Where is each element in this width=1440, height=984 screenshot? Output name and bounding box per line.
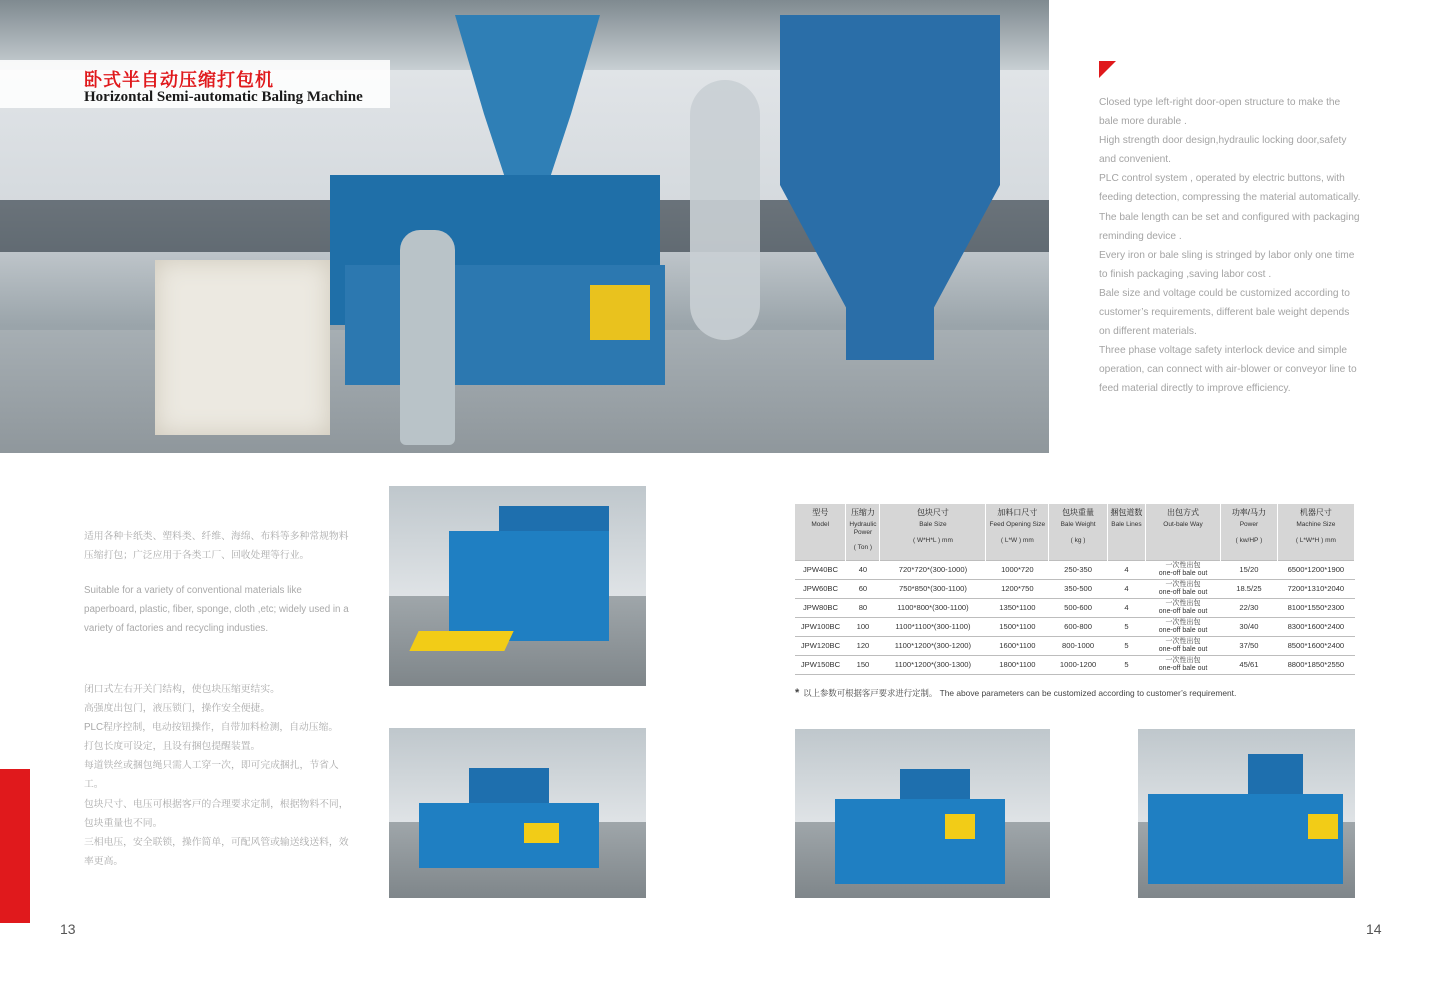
col-machine-size — [1277, 504, 1354, 561]
table-cell: JPW150BC — [795, 656, 846, 675]
feature-cn-item: 每道铁丝或捆包绳只需人工穿一次，即可完成捆扎，节省人工。 — [84, 760, 339, 791]
table-note — [795, 687, 1236, 699]
feature-item: Bale size and voltage could be customized according to customer’s requirements, different bale weight depends on different materials. — [1099, 287, 1350, 338]
table-cell-out-bale-way — [1145, 580, 1220, 599]
table-cell: 45/61 — [1221, 656, 1278, 675]
header-en: Out-bale Way — [1163, 521, 1203, 528]
table-row — [795, 580, 1355, 599]
col-out-bale-way — [1145, 504, 1220, 561]
dust-collector — [780, 15, 1000, 185]
table-cell: 80 — [846, 599, 880, 618]
table-cell: 1100*1200*(300-1200) — [880, 637, 986, 656]
header-en: Machine Size — [1296, 521, 1336, 528]
table-cell: 350-500 — [1049, 580, 1108, 599]
col-power — [846, 504, 880, 561]
header-en: Bale Weight — [1060, 521, 1096, 528]
yellow-panel — [524, 823, 559, 843]
usage-chinese — [84, 527, 354, 565]
table-cell: JPW120BC — [795, 637, 846, 656]
col-model — [795, 504, 846, 561]
header-en: Model — [811, 521, 830, 528]
way-cn: 一次性出包 — [1165, 657, 1201, 664]
features-english — [1099, 93, 1361, 399]
header-en: Bale Lines — [1111, 521, 1142, 528]
feature-item: Every iron or bale sling is stringed by labor only one time to finish packaging ,saving labor cost . — [1099, 249, 1355, 280]
table-cell: 5 — [1107, 656, 1145, 675]
table-row — [795, 618, 1355, 637]
table-cell: JPW40BC — [795, 561, 846, 580]
header-unit: ( L*W*H ) mm — [1295, 536, 1336, 544]
feature-cn-item: 闭口式左右开关门结构，使包块压缩更结实。 — [84, 684, 280, 695]
red-triangle-marker — [1099, 61, 1116, 78]
col-bale-size — [880, 504, 986, 561]
product-photo-3 — [795, 729, 1050, 898]
table-cell: 800-1000 — [1049, 637, 1108, 656]
table-cell: 1500*1100 — [986, 618, 1049, 637]
feature-item: Three phase voltage safety interlock device and simple operation, can connect with air-blower or conveyor line to feed material directly to improve efficiency. — [1099, 345, 1357, 395]
table-cell: 8300*1600*2400 — [1277, 618, 1354, 637]
header-en: Feed Opening Size — [989, 521, 1046, 528]
table-cell: 1100*1100*(300-1100) — [880, 618, 986, 637]
header-cn: 压缩力 — [850, 508, 875, 517]
note-star: * — [795, 687, 800, 699]
air-duct — [690, 80, 760, 340]
table-cell: 250-350 — [1049, 561, 1108, 580]
table-row — [795, 561, 1355, 580]
table-row — [795, 599, 1355, 618]
header-unit: ( L*W ) mm — [1000, 536, 1034, 544]
table-cell-out-bale-way — [1145, 656, 1220, 675]
header-unit: ( kw/HP ) — [1235, 536, 1263, 544]
yellow-platform — [409, 631, 513, 651]
table-cell: 1000-1200 — [1049, 656, 1108, 675]
feed-hopper — [455, 15, 600, 180]
title-chinese: 卧式半自动压缩打包机 — [84, 70, 274, 90]
table-cell: 8800*1850*2550 — [1277, 656, 1354, 675]
way-en: one-off bale out — [1158, 665, 1208, 672]
table-cell: 1800*1100 — [986, 656, 1049, 675]
feature-item: The bale length can be set and configured with packaging reminding device . — [1099, 211, 1360, 242]
header-unit: ( W*H*L ) mm — [913, 536, 953, 544]
note-text: 以上参数可根据客戸要求进行定制。 The above parameters can be customized according to customer’s requirement. — [803, 688, 1237, 698]
table-header-row — [795, 504, 1355, 561]
way-cn: 一次性出包 — [1165, 562, 1201, 569]
way-cn: 一次性出包 — [1165, 600, 1201, 607]
table-cell: 8100*1550*2300 — [1277, 599, 1354, 618]
table-cell: 4 — [1107, 580, 1145, 599]
table-cell: 1600*1100 — [986, 637, 1049, 656]
compressed-bale — [155, 260, 330, 435]
way-cn: 一次性出包 — [1165, 638, 1201, 645]
table-row — [795, 637, 1355, 656]
way-en: one-off bale out — [1158, 627, 1208, 634]
way-en: one-off bale out — [1158, 646, 1208, 653]
spec-table — [795, 504, 1355, 675]
table-cell: JPW80BC — [795, 599, 846, 618]
table-cell: 1100*800*(300-1100) — [880, 599, 986, 618]
title-english: Horizontal Semi-automatic Baling Machine — [84, 89, 363, 105]
header-cn: 包块重量 — [1062, 508, 1095, 517]
table-cell: 6500*1200*1900 — [1277, 561, 1354, 580]
machine-body — [419, 803, 599, 868]
header-cn: 加料口尺寸 — [997, 508, 1038, 517]
col-bale-lines — [1107, 504, 1145, 561]
table-row — [795, 656, 1355, 675]
table-cell: 1200*750 — [986, 580, 1049, 599]
table-cell: 150 — [846, 656, 880, 675]
table-cell: 100 — [846, 618, 880, 637]
usage-cn-text: 适用各种卡纸类、塑料类、纤维、海绵、布料等多种常规物料压缩打包；广泛应用于各类工厂、回收处理等行业。 — [84, 531, 349, 562]
table-cell-out-bale-way — [1145, 637, 1220, 656]
header-cn: 出包方式 — [1167, 508, 1200, 517]
table-cell: 15/20 — [1221, 561, 1278, 580]
feature-item: Closed type left-right door-open structure to make the bale more durable . — [1099, 97, 1341, 128]
table-cell: 1350*1100 — [986, 599, 1049, 618]
table-cell: 22/30 — [1221, 599, 1278, 618]
feature-cn-item: 三相电压，安全联锁，操作简单，可配风管或输送线送料，效率更高。 — [84, 836, 349, 867]
table-cell-out-bale-way — [1145, 561, 1220, 580]
feature-item: PLC control system , operated by electric buttons, with feeding detection, compressing the material automatically. — [1099, 173, 1361, 204]
yellow-door-panel — [590, 285, 650, 340]
header-cn: 机器尺寸 — [1299, 508, 1332, 517]
way-cn: 一次性出包 — [1165, 581, 1201, 588]
page-number-right: 14 — [1366, 921, 1382, 937]
worker-figure — [400, 230, 455, 445]
red-side-bar — [0, 769, 30, 923]
way-en: one-off bale out — [1158, 570, 1208, 577]
product-photo-4 — [1138, 729, 1355, 898]
feature-cn-item: PLC程序控制，电动按钮操作，自带加料检测，自动压缩。 — [84, 722, 339, 734]
table-cell: 4 — [1107, 561, 1145, 580]
table-cell: 30/40 — [1221, 618, 1278, 637]
col-power-kw — [1221, 504, 1278, 561]
table-cell: JPW100BC — [795, 618, 846, 637]
machine-body — [1148, 794, 1343, 884]
table-cell: 120 — [846, 637, 880, 656]
feature-cn-item: 打包长度可设定，且设有捆包提醒装置。 — [84, 741, 261, 753]
usage-en-text: Suitable for a variety of conventional materials like paperboard, plastic, fiber, sponge, cloth ,etc; widely used in a variety of factories and recycling industies. — [84, 585, 349, 635]
table-cell: 600-800 — [1049, 618, 1108, 637]
feature-cn-item: 高强度出包门，液压锁门，操作安全便捷。 — [84, 703, 271, 715]
table-cell: 5 — [1107, 618, 1145, 637]
header-unit: ( kg ) — [1070, 536, 1086, 544]
table-cell: 1100*1200*(300-1300) — [880, 656, 986, 675]
machine-body — [449, 531, 609, 641]
usage-english — [84, 581, 354, 638]
table-cell: 8500*1600*2400 — [1277, 637, 1354, 656]
col-feed-opening — [986, 504, 1049, 561]
table-cell: 4 — [1107, 599, 1145, 618]
features-chinese — [84, 680, 354, 871]
table-cell: 40 — [846, 561, 880, 580]
table-cell: 500-600 — [1049, 599, 1108, 618]
table-cell: 750*850*(300-1100) — [880, 580, 986, 599]
header-cn: 功率/马力 — [1231, 508, 1267, 517]
header-cn: 捆包道数 — [1110, 508, 1143, 517]
page-number-left: 13 — [60, 921, 76, 937]
product-photo-1 — [389, 486, 646, 686]
table-cell: 1000*720 — [986, 561, 1049, 580]
table-cell: 5 — [1107, 637, 1145, 656]
table-cell: 37/50 — [1221, 637, 1278, 656]
header-cn: 型号 — [812, 508, 829, 517]
yellow-panel — [945, 814, 975, 839]
header-cn: 包块尺寸 — [916, 508, 949, 517]
header-en: Bale Size — [919, 521, 947, 528]
table-cell: 60 — [846, 580, 880, 599]
col-bale-weight — [1049, 504, 1108, 561]
header-unit: ( Ton ) — [853, 544, 873, 551]
table-cell: 18.5/25 — [1221, 580, 1278, 599]
way-en: one-off bale out — [1158, 589, 1208, 596]
machine-body — [835, 799, 1005, 884]
table-cell-out-bale-way — [1145, 599, 1220, 618]
table-cell: 720*720*(300-1000) — [880, 561, 986, 580]
table-cell: 7200*1310*2040 — [1277, 580, 1354, 599]
header-en: Hydraulic Power — [849, 521, 877, 536]
feature-cn-item: 包块尺寸、电压可根据客戸的合理要求定制，根据物料不同，包块重量也不同。 — [84, 798, 349, 829]
table-cell: JPW60BC — [795, 580, 846, 599]
yellow-panel — [1308, 814, 1338, 839]
feature-item: High strength door design,hydraulic locking door,safety and convenient. — [1099, 135, 1347, 166]
header-en: Power — [1239, 521, 1259, 528]
way-en: one-off bale out — [1158, 608, 1208, 615]
product-photo-2 — [389, 728, 646, 898]
table-cell-out-bale-way — [1145, 618, 1220, 637]
way-cn: 一次性出包 — [1165, 619, 1201, 626]
